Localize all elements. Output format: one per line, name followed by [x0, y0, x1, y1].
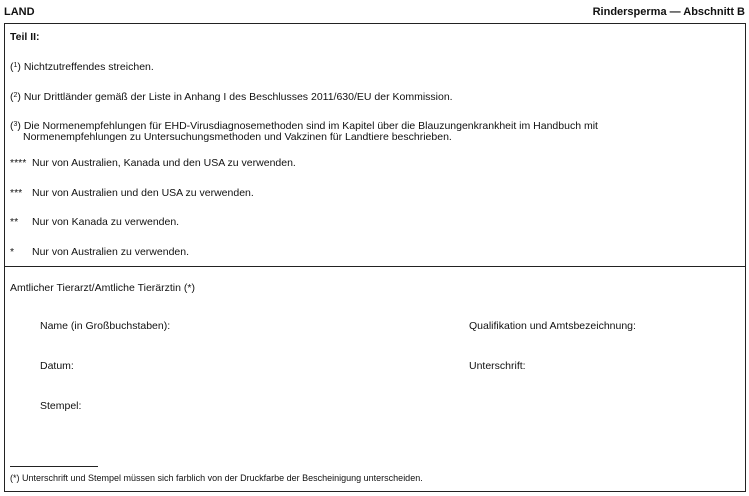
note-1: ($^1$) Nichtzutreffendes streichen.: [10, 61, 154, 73]
signature-label: Unterschrift:: [469, 360, 526, 372]
note-3-text-line2: Normenempfehlungen zu Untersuchungsmethoden und Vakzinen für Landtiere beschrieben.: [23, 131, 452, 143]
star-note-3-mark: ***: [10, 187, 23, 199]
note-3: ($^3$) Die Normenempfehlungen für EHD-Virusdiagnosemethoden sind im Kapitel über die Blauzungenkrankheit im Handbuch mit: [10, 120, 598, 132]
note-2-mark: 2: [13, 92, 18, 99]
star-note-4: [10, 157, 296, 170]
star-note-3-text: Nur von Australien und den USA zu verwenden.: [32, 187, 254, 199]
section-divider: [4, 266, 746, 267]
note-2: ($^2$) Nur Drittländer gemäß der Liste in Anhang I des Beschlusses 2011/630/EU der Kommission.: [10, 91, 453, 103]
note-3-mark: 3: [13, 121, 18, 128]
note-1-text: Nichtzutreffendes streichen.: [23, 61, 154, 73]
note-2-text: Nur Drittländer gemäß der Liste in Anhang I des Beschlusses 2011/630/EU der Kommission.: [23, 91, 453, 103]
star-note-1-text: Nur von Australien zu verwenden.: [32, 246, 190, 258]
name-label: Name (in Großbuchstaben):: [40, 320, 171, 332]
star-note-4-mark: ****: [10, 157, 27, 169]
country-label: LAND: [4, 6, 35, 18]
part2-title: Teil II:: [10, 31, 40, 43]
star-note-2: [10, 216, 179, 229]
star-note-3: [10, 187, 254, 200]
star-note-2-text: Nur von Kanada zu verwenden.: [32, 216, 180, 228]
section-title: Rindersperma — Abschnitt B: [592, 6, 745, 18]
footnote-text: (*) Unterschrift und Stempel müssen sich farblich von der Druckfarbe der Bescheinigung unterscheiden.: [10, 473, 423, 483]
note-3-text-line1: Die Normenempfehlungen für EHD-Virusdiagnosemethoden sind im Kapitel über die Blauzungenkrankheit im Handbuch mit: [23, 120, 598, 132]
star-note-4-text: Nur von Australien, Kanada und den USA zu verwenden.: [32, 157, 296, 169]
footnote-rule: [10, 466, 98, 467]
star-note-1: [10, 246, 189, 259]
stamp-label: Stempel:: [40, 400, 82, 412]
note-1-mark: 1: [13, 62, 18, 69]
qualification-label: Qualifikation und Amtsbezeichnung:: [469, 320, 636, 332]
official-title: Amtlicher Tierarzt/Amtliche Tierärztin (*): [10, 282, 195, 294]
star-note-2-mark: **: [10, 216, 19, 228]
star-note-1-mark: *: [10, 246, 15, 258]
date-label: Datum:: [40, 360, 74, 372]
